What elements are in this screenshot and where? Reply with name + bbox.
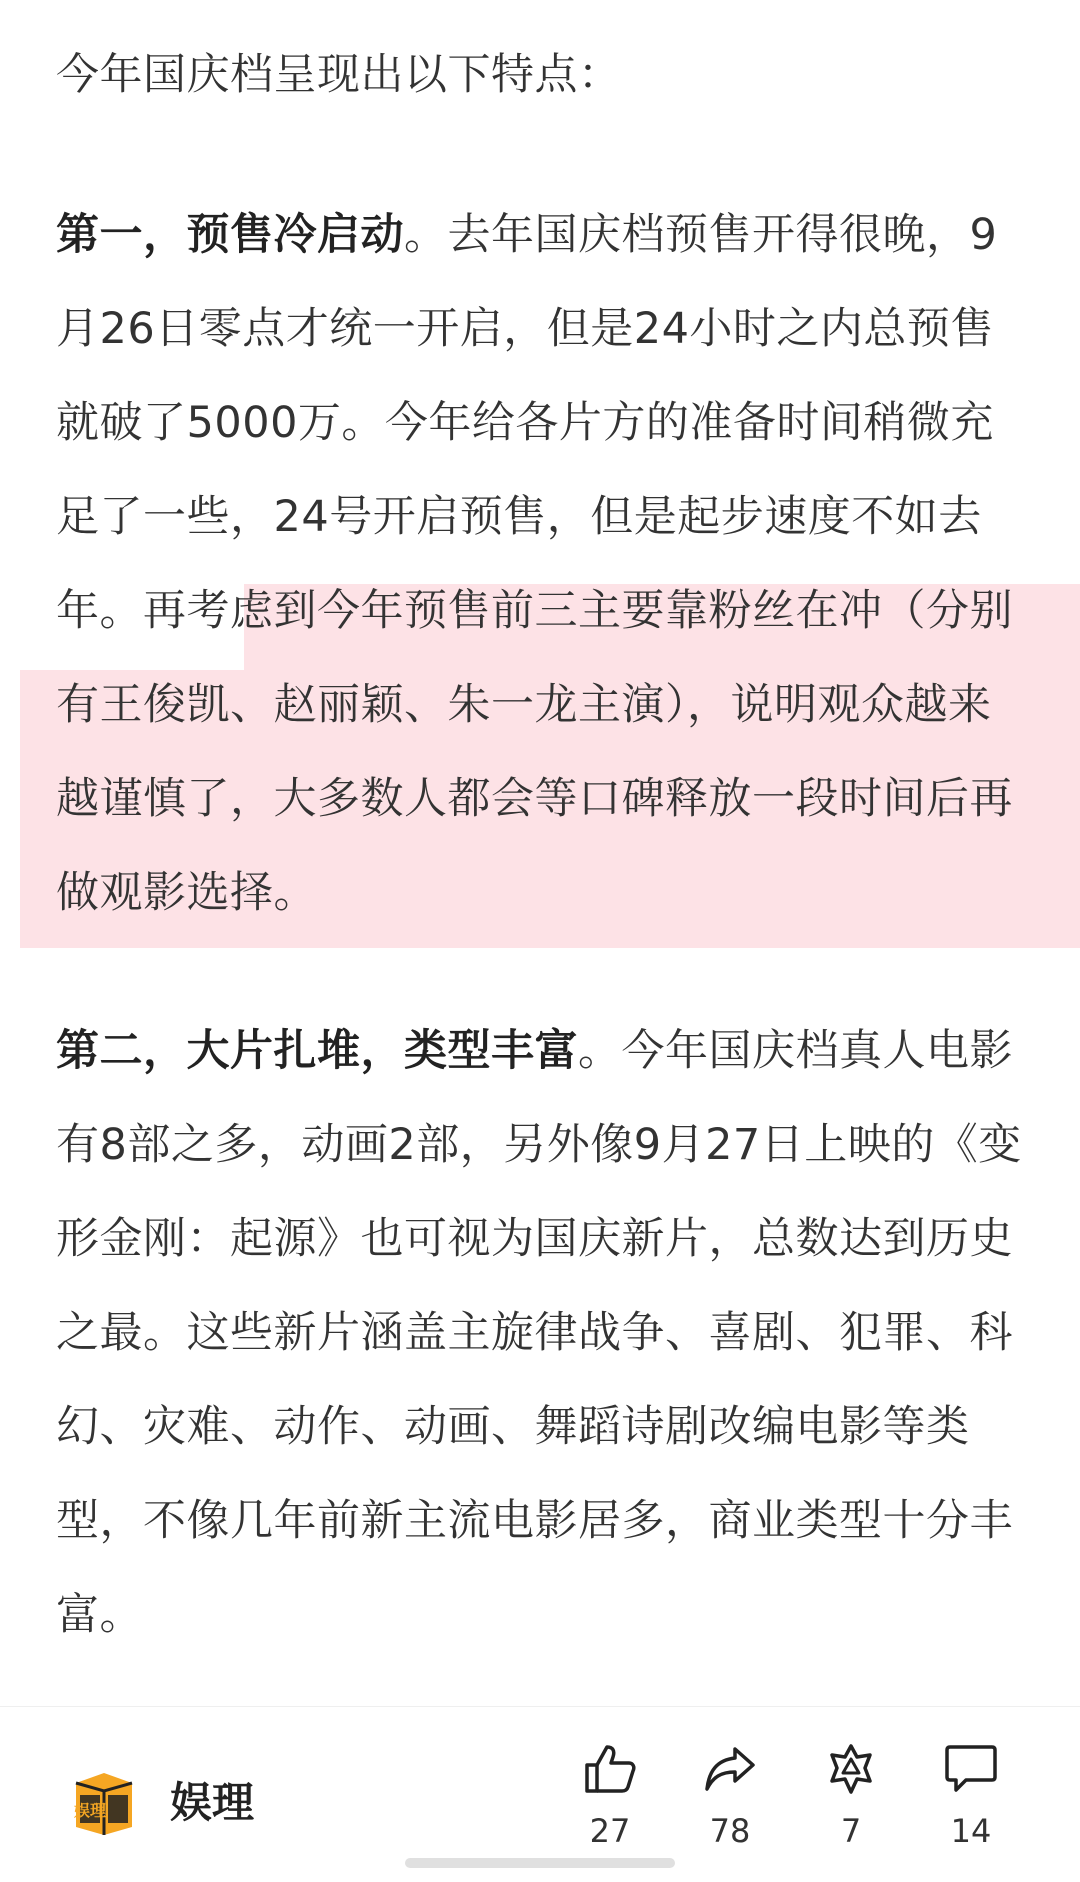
comment-button[interactable] — [926, 1743, 1016, 1849]
star-badge-icon — [824, 1743, 878, 1795]
first-point-highlight: 再考虑到今年预售前三主要靠粉丝在冲（分别有王俊凯、赵丽颖、朱一龙主演），说明观众越来越谨慎了，大多数人都会等口碑释放一段时间后再做观影选择。 — [56, 586, 1013, 918]
favorite-count: 7 — [840, 1812, 862, 1850]
svg-text:娱理: 娱理 — [73, 1801, 107, 1820]
yuli-logo-icon — [70, 1769, 138, 1837]
like-count: 27 — [589, 1812, 631, 1850]
favorite-button[interactable] — [806, 1743, 896, 1849]
first-point-heading: 第一，预售冷启动 — [56, 210, 404, 260]
author-name[interactable]: 娱理 — [170, 1778, 255, 1827]
share-count: 78 — [709, 1812, 751, 1850]
intro-paragraph: 今年国庆档呈现出以下特点： — [56, 50, 622, 100]
like-button[interactable] — [565, 1743, 655, 1849]
first-point-paragraph — [56, 188, 1026, 940]
comment-count: 14 — [950, 1812, 992, 1850]
share-button[interactable] — [685, 1743, 775, 1849]
share-arrow-icon — [703, 1743, 757, 1795]
second-point-heading: 第二，大片扎堆，类型丰富 — [56, 1026, 578, 1076]
post-footer — [0, 1707, 1080, 1882]
second-point-text: 。今年国庆档真人电影有8部之多，动画2部，另外像9月27日上映的《变形金刚：起源》也可视为国庆新片，总数达到历史之最。这些新片涵盖主旋律战争、喜剧、犯罪、科幻、灾难、动作、动画、舞蹈诗剧改编电影等类型，不像几年前新主流电影居多，商业类型十分丰富。 — [56, 1026, 1022, 1640]
author-avatar[interactable] — [70, 1769, 138, 1837]
first-point-text: 。去年国庆档预售开得很晚，9月26日零点才统一开启，但是24小时之内总预售就破了5000万。今年给各片方的准备时间稍微充足了一些，24号开启预售，但是起步速度不如去年。 — [56, 210, 998, 636]
thumbs-up-icon — [583, 1743, 637, 1795]
comment-bubble-icon — [944, 1743, 998, 1795]
second-point-paragraph — [56, 1004, 1026, 1662]
home-indicator[interactable] — [405, 1858, 675, 1868]
